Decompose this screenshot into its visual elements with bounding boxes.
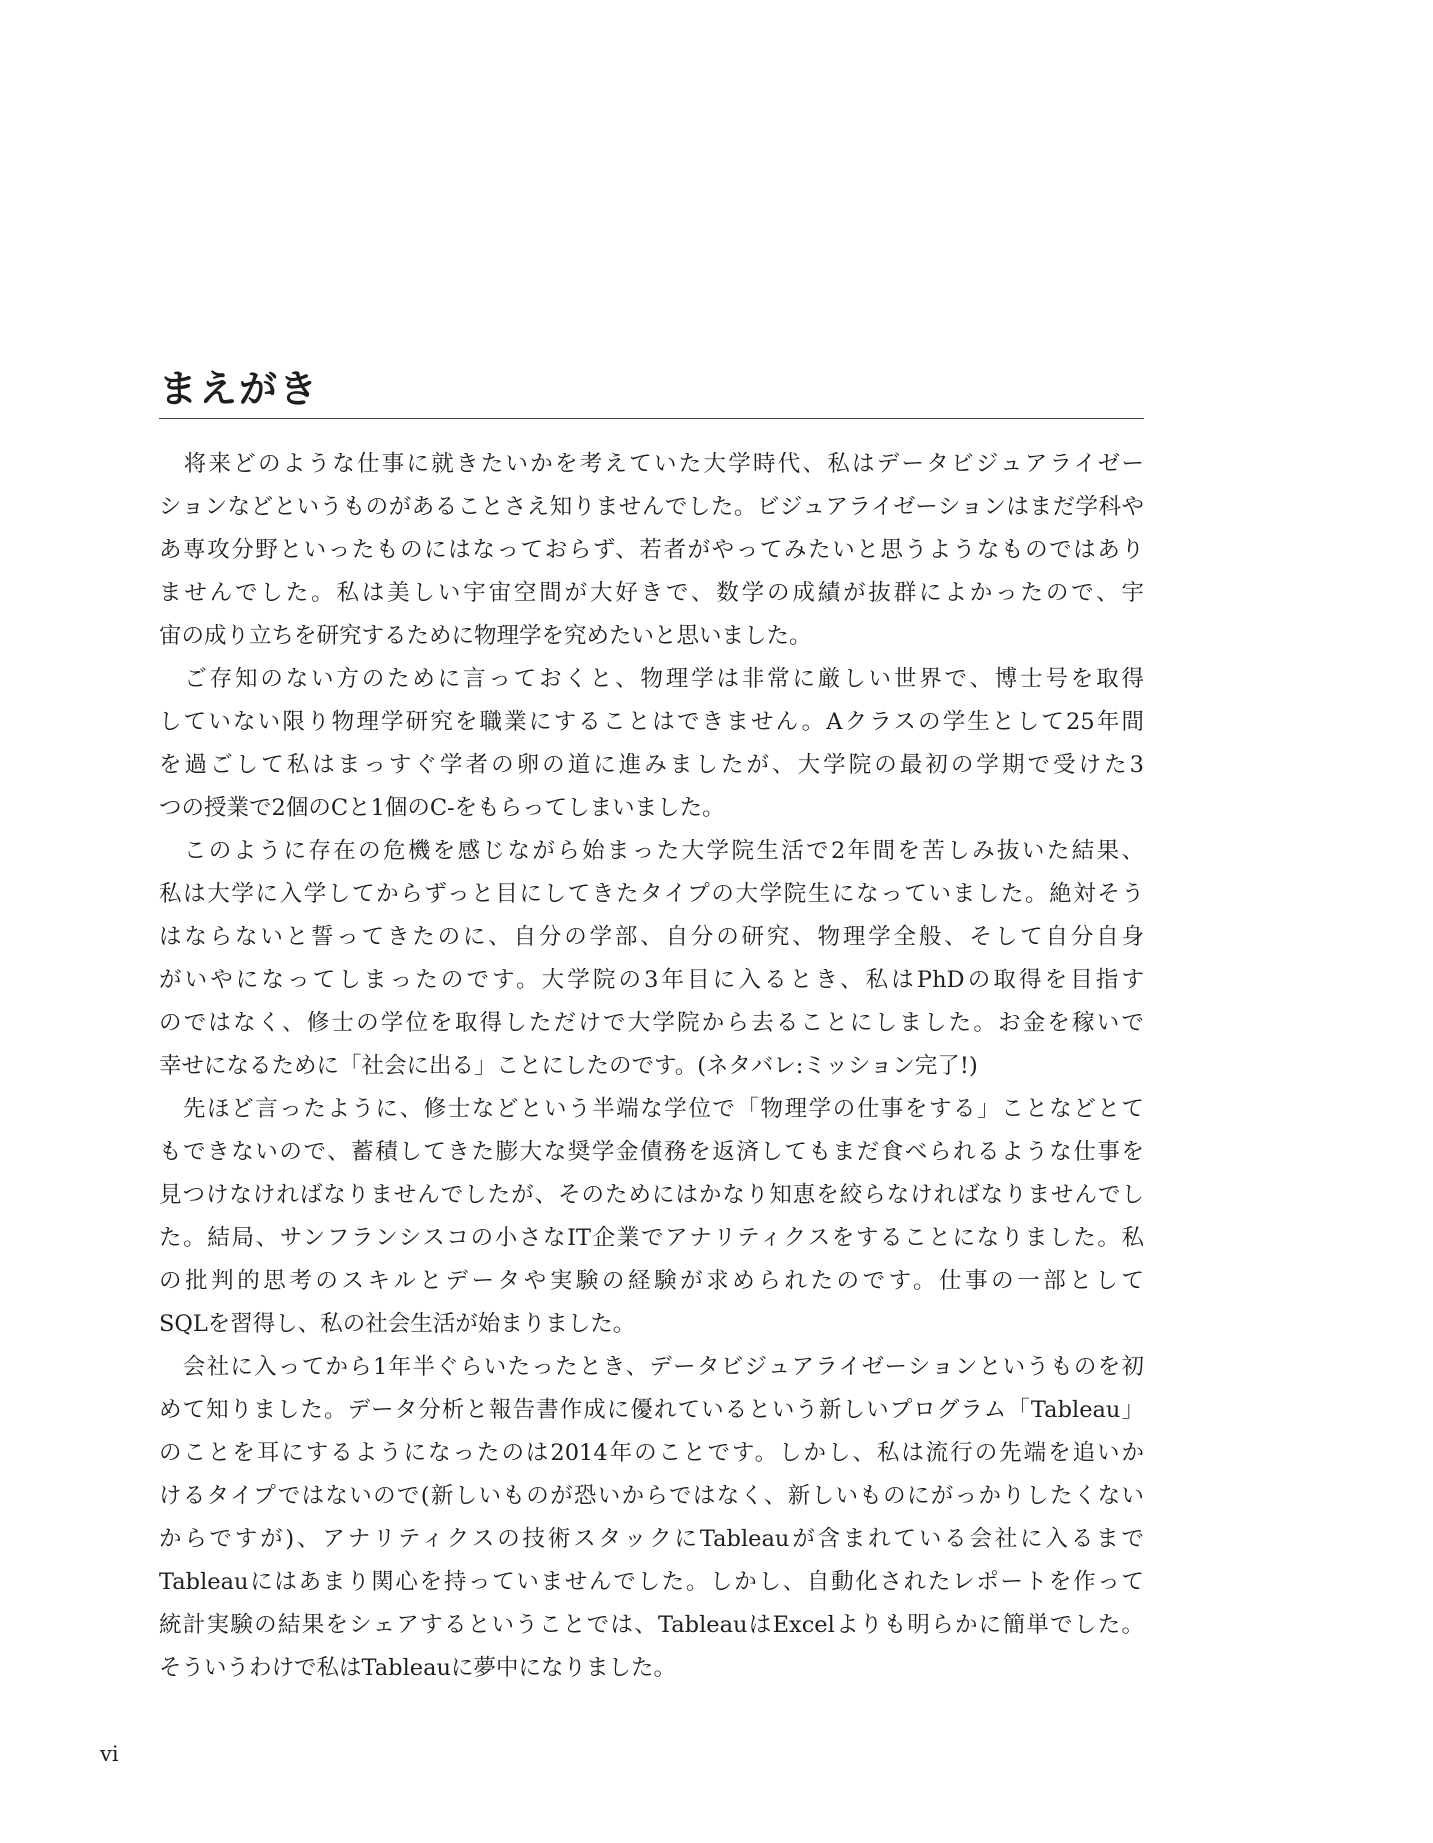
text-line: た。結局、サンフランシスコの小さなIT企業でアナリティクスをすることになりました。私 [159,1225,1144,1251]
text-line: 見つけなければなりませんでしたが、そのためにはかなり知恵を絞らなければなりませんでし [159,1182,1144,1208]
page-number: vi [100,1742,119,1766]
text-line: していない限り物理学研究を職業にすることはできません。Aクラスの学生として25年間 [159,709,1144,735]
text-line: はならないと誓ってきたのに、自分の学部、自分の研究、物理学全般、そして自分自身 [159,924,1144,950]
body-text [159,443,1144,1690]
text-line: のではなく、修士の学位を取得しただけで大学院から去ることにしました。お金を稼いで [159,1010,1144,1036]
text-line: 将来どのような仕事に就きたいかを考えていた大学時代、私はデータビジュアライゼー [159,451,1144,477]
text-line: 私は大学に入学してからずっと目にしてきたタイプの大学院生になっていました。絶対そう [159,881,1144,907]
text-line: を過ごして私はまっすぐ学者の卵の道に進みましたが、大学院の最初の学期で受けた3 [159,752,1144,778]
text-line: からですが)、アナリティクスの技術スタックにTableauが含まれている会社に入るまで [159,1526,1144,1552]
text-line: 会社に入ってから1年半ぐらいたったとき、データビジュアライゼーションというものを初 [159,1354,1144,1380]
text-line: そういうわけで私はTableauに夢中になりました。 [159,1655,676,1681]
chapter-heading [159,366,1144,419]
text-line: めて知りました。データ分析と報告書作成に優れているという新しいプログラム「Tableau」 [159,1397,1144,1423]
text-line: 幸せになるために「社会に出る」ことにしたのです。(ネタバレ:ミッション完了!) [159,1053,978,1079]
text-line: 宙の成り立ちを研究するために物理学を究めたいと思いました。 [159,623,812,649]
text-line: このように存在の危機を感じながら始まった大学院生活で2年間を苦しみ抜いた結果、 [159,838,1144,864]
text-line: の批判的思考のスキルとデータや実験の経験が求められたのです。仕事の一部として [159,1268,1144,1294]
text-line: ションなどというものがあることさえ知りませんでした。ビジュアライゼーションはまだ学科や [159,494,1144,520]
chapter-title: まえがき [159,367,320,411]
text-line: ご存知のない方のために言っておくと、物理学は非常に厳しい世界で、博士号を取得 [159,666,1144,692]
text-line: けるタイプではないので(新しいものが恐いからではなく、新しいものにがっかりしたくない [159,1483,1144,1509]
text-line: もできないので、蓄積してきた膨大な奨学金債務を返済してもまだ食べられるような仕事を [159,1139,1144,1165]
text-line: 先ほど言ったように、修士などという半端な学位で「物理学の仕事をする」ことなどとて [159,1096,1144,1122]
text-line: 統計実験の結果をシェアするということでは、TableauはExcelよりも明らかに簡単でした。 [159,1612,1144,1638]
text-line: Tableauにはあまり関心を持っていませんでした。しかし、自動化されたレポートを作って [159,1569,1144,1595]
text-line: つの授業で2個のCと1個のC-をもらってしまいました。 [159,795,725,821]
text-line: SQLを習得し、私の社会生活が始まりました。 [159,1311,636,1337]
text-line: がいやになってしまったのです。大学院の3年目に入るとき、私はPhDの取得を目指す [159,967,1144,993]
text-line: あ専攻分野といったものにはなっておらず、若者がやってみたいと思うようなものではあり [159,537,1144,563]
text-line: ませんでした。私は美しい宇宙空間が大好きで、数学の成績が抜群によかったので、宇 [159,580,1144,606]
text-line: のことを耳にするようになったのは2014年のことです。しかし、私は流行の先端を追いか [159,1440,1144,1466]
